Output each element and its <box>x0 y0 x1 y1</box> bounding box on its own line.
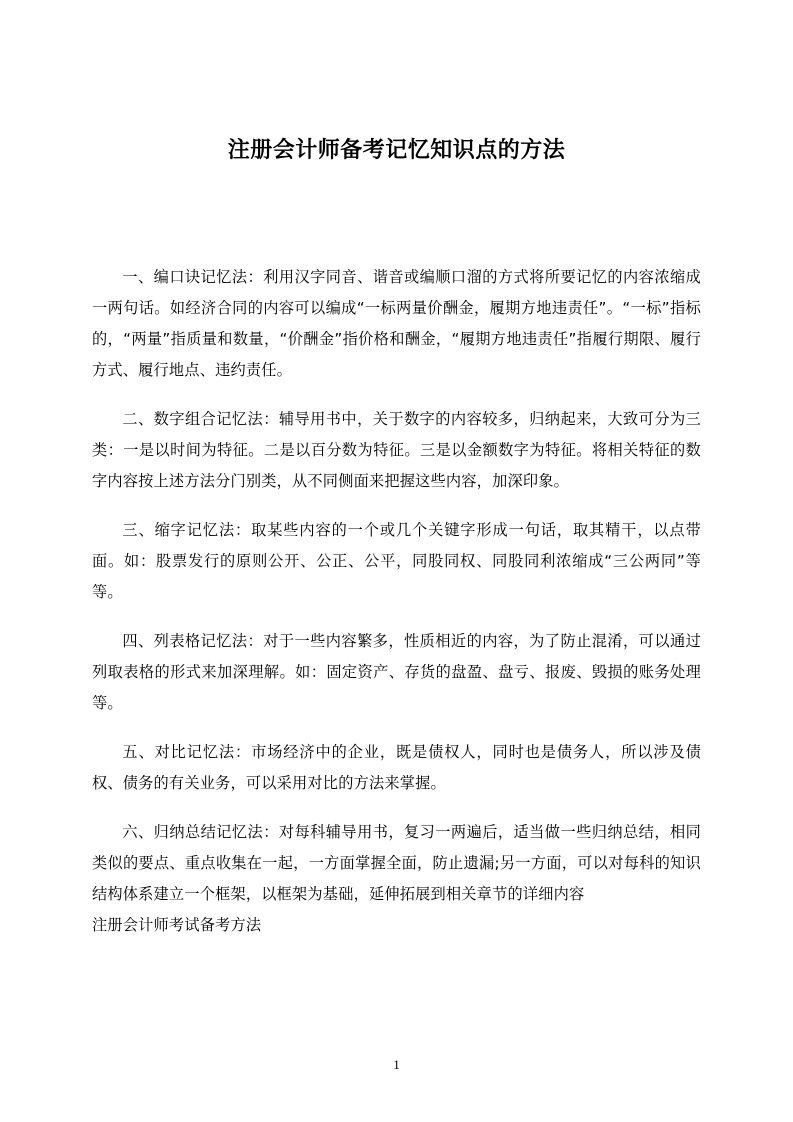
paragraph-3: 三、缩字记忆法：取某些内容的一个或几个关键字形成一句话，取其精干，以点带面。如：股票发行的原则公开、公正、公平，同股同权、同股同利浓缩成“三公两同”等等。 <box>92 520 701 601</box>
page-title: 注册会计师备考记忆知识点的方法 <box>227 138 566 163</box>
paragraph-5: 五、对比记忆法：市场经济中的企业，既是债权人，同时也是债务人，所以涉及债权、债务的有关业务，可以采用对比的方法来掌握。 <box>92 742 701 792</box>
paragraph-2: 二、数字组合记忆法：辅导用书中，关于数字的内容较多，归纳起来，大致可分为三类：一是以时间为特征。二是以百分数为特征。三是以金额数字为特征。将相关特征的数字内容按上述方法分门别类，从不同侧面来把握这些内容，加深印象。 <box>92 409 701 490</box>
trailing-line: 注册会计师考试备考方法 <box>92 915 262 934</box>
paragraph-4: 四、列表格记忆法：对于一些内容繁多，性质相近的内容，为了防止混淆，可以通过列取表格的形式来加深理解。如：固定资产、存货的盘盈、盘亏、报废、毁损的账务处理等。 <box>92 631 701 712</box>
page-number: 1 <box>393 1057 400 1072</box>
paragraph-1: 一、编口诀记忆法：利用汉字同音、谐音或编顺口溜的方式将所要记忆的内容浓缩成一两句话。如经济合同的内容可以编成“一标两量价酬金，履期方地违责任”。“一标”指标的，“两量”指质量和数量，“价酬金”指价格和酬金，“履期方地违责任”指履行期限、履行方式、履行地点、违约责任。 <box>92 267 701 379</box>
paragraph-6: 六、归纳总结记忆法：对每科辅导用书，复习一两遍后，适当做一些归纳总结，相同类似的要点、重点收集在一起，一方面掌握全面，防止遗漏;另一方面，可以对每科的知识结构体系建立一个框架，以框架为基础，延伸拓展到相关章节的详细内容 <box>92 822 701 903</box>
document-body <box>92 262 701 941</box>
